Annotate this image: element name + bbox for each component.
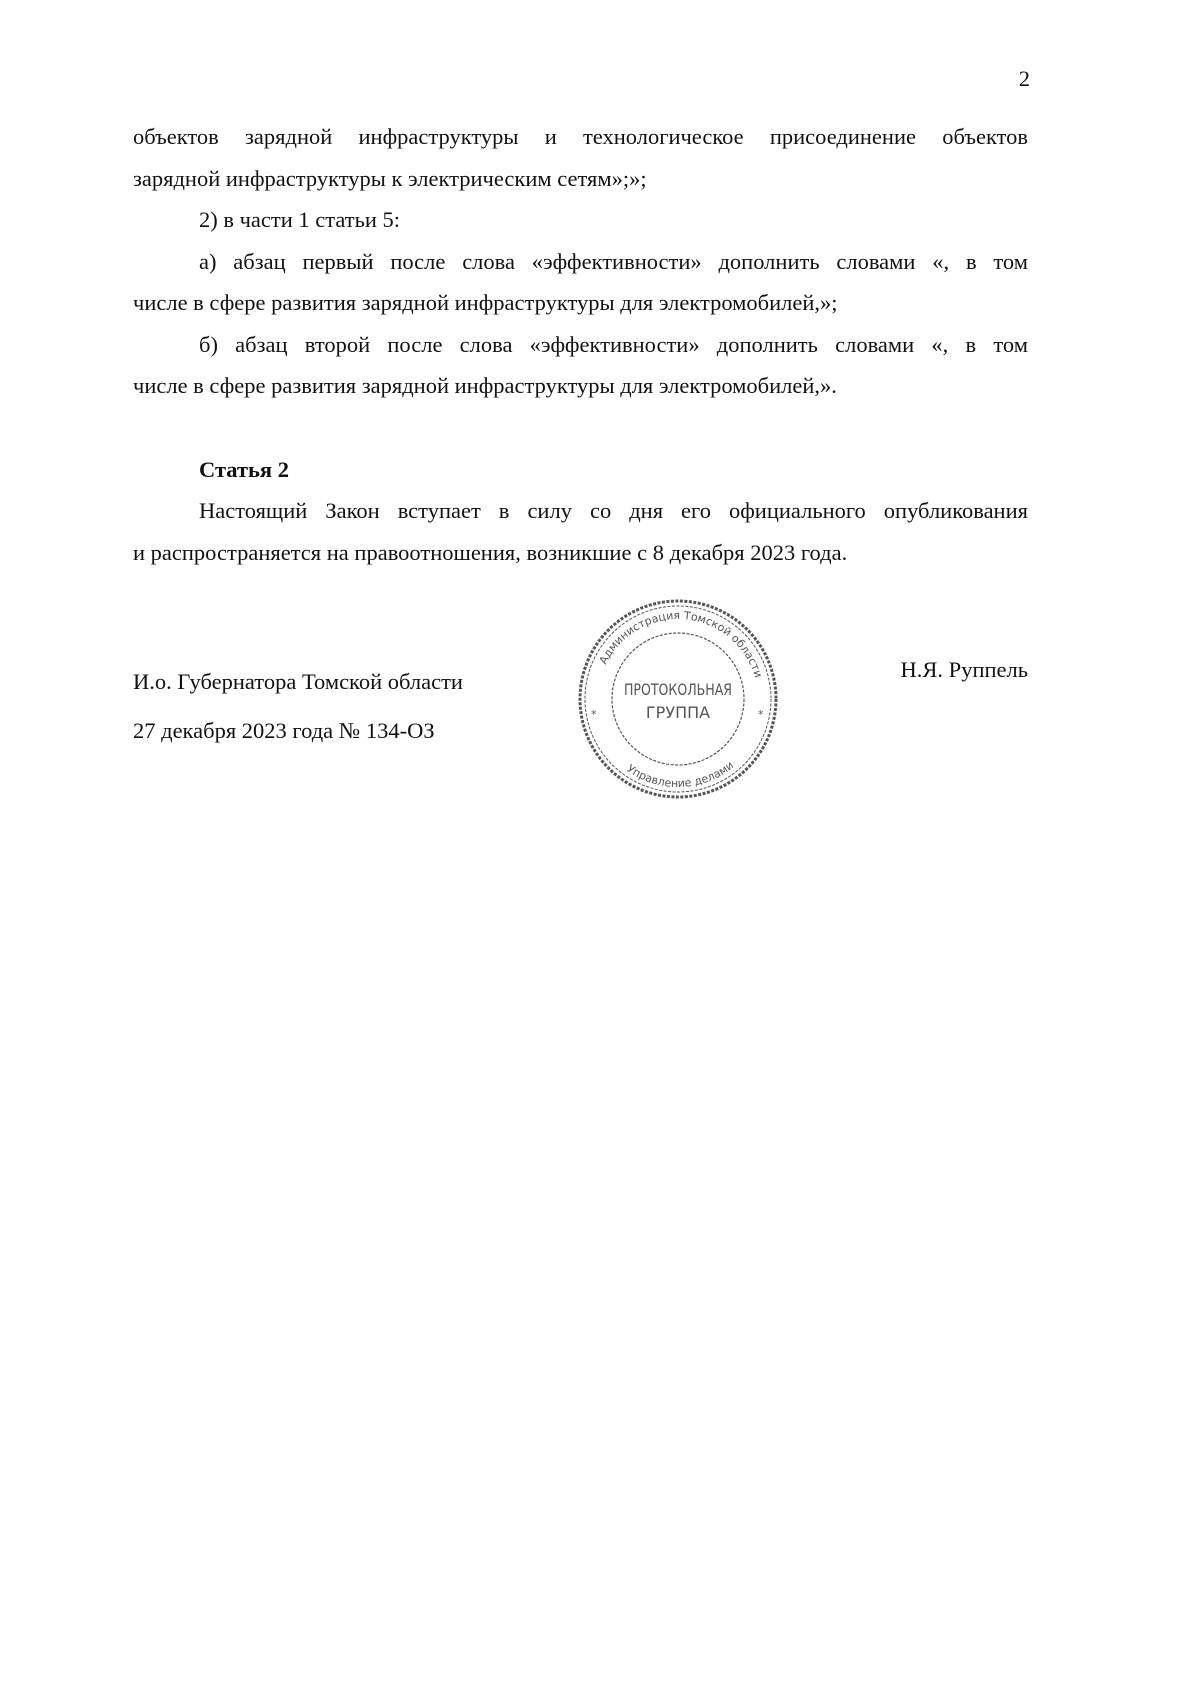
stamp-center-line2: ГРУППА [645,703,711,722]
stamp-center-line1: ПРОТОКОЛЬНАЯ [624,680,732,699]
signatory-position: И.о. Губернатора Томской области [133,669,463,694]
stamp-star-icon: * [591,708,597,721]
paragraph-line: зарядной инфраструктуры к электрическим сетям»;»; [133,165,647,191]
paragraph-line: объектов зарядной инфраструктуры и технологическое присоединение объектов [133,124,1028,149]
signature-block [133,657,463,755]
article-text: Настоящий Закон вступает в силу со дня его официального опубликования [199,498,1028,523]
law-date-number: 27 декабря 2023 года № 134-ОЗ [133,718,435,743]
stamp-arc-bottom-text: Управление делами [624,758,737,791]
page-number: 2 [1018,66,1030,91]
paragraph-line: б) абзац второй после слова «эффективности» дополнить словами «, в том [199,331,1028,357]
document-body [133,116,1028,573]
article-text: и распространяется на правоотношения, возникшие с 8 декабря 2023 года. [133,539,848,565]
stamp [576,597,780,801]
paragraph-line: числе в сфере развития зарядной инфраструктуры для электромобилей,». [133,373,837,398]
stamp-arc-bottom [625,759,737,790]
paragraph-line: а) абзац первый после слова «эффективности» дополнить словами «, в том [199,248,1028,274]
stamp-arc-top-text: Администрация Томской области [596,608,765,680]
article-heading: Статья 2 [199,456,289,482]
stamp-star-icon: * [758,708,764,721]
paragraph-line: 2) в части 1 статьи 5: [199,207,401,232]
paragraph-line: числе в сфере развития зарядной инфраструктуры для электромобилей,»; [133,290,838,315]
signatory-name: Н.Я. Руппель [900,657,1028,682]
